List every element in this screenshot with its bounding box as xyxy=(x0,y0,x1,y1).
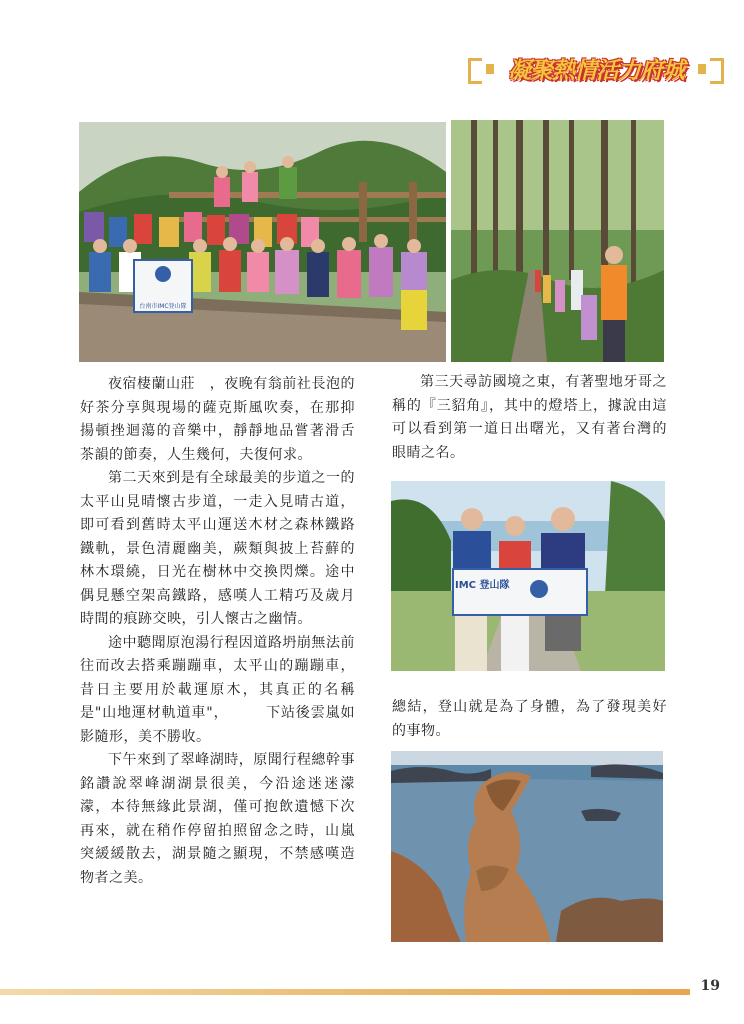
right-text-top xyxy=(392,371,667,465)
banner-bracket-right xyxy=(710,58,724,84)
banner-square-left xyxy=(486,64,494,74)
left-text-column xyxy=(80,373,355,890)
banner-bracket-left xyxy=(468,58,482,84)
footer-bar xyxy=(0,989,690,995)
banner-title: 凝聚熱情活力府城 xyxy=(508,57,684,84)
paragraph-5: 第三天尋訪國境之東，有著聖地牙哥之稱的『三貂角』，其中的燈塔上，據說由這可以看到第一道日出曙光，又有著台灣的眼睛之名。 xyxy=(392,374,667,461)
header-banner xyxy=(468,48,724,88)
group-photo-banner-text: 台南市IMC登山隊 xyxy=(139,303,187,310)
coastal-trio-banner-text: IMC 登山隊 xyxy=(455,580,510,591)
banner-square-right xyxy=(698,64,706,74)
paragraph-6: 總結，登山就是為了身體，為了發現美好的事物。 xyxy=(392,699,667,739)
paragraph-4: 下午來到了翠峰湖時，原聞行程總幹事銘讚說翠峰湖湖景很美，今沿途迷迷濛濛，本待無緣此景湖，僅可抱飲遺憾下次再來，就在稍作停留拍照留念之時，山嵐突緩緩散去，湖景隨之顯現，不禁感嘆造物者之美。 xyxy=(80,752,355,886)
sea-rock-photo xyxy=(391,751,663,942)
paragraph-3: 途中聽聞原泡湯行程因道路坍崩無法前往而改去搭乘蹦蹦車，太平山的蹦蹦車，昔日主要用於載運原木，其真正的名稱是"山地運材軌道車"， 下站後雲嵐如影隨形，美不勝收。 xyxy=(80,634,355,745)
page-number: 19 xyxy=(700,978,720,994)
coastal-trio-photo xyxy=(391,481,665,671)
paragraph-1: 夜宿棲蘭山莊 ，夜晚有翁前社長泡的好茶分享與現場的薩克斯風吹奏，在那抑揚頓挫迴蕩的音樂中，靜靜地品嘗著滑舌茶韻的節奏，人生幾何，夫復何求。 xyxy=(80,376,355,463)
paragraph-2: 第二天來到是有全球最美的步道之一的太平山見晴懷古步道，一走入見晴古道，即可看到舊時太平山運送木材之森林鐵路鐵軌，景色清麗幽美，蕨類與披上苔蘚的林木環繞，日光在樹林中交換閃爍。途中偶見懸空架高鐵路，感嘆人工精巧及歲月時間的痕跡交映，引人懷古之幽情。 xyxy=(80,470,355,627)
group-photo xyxy=(79,122,446,362)
forest-trail-photo xyxy=(451,120,664,362)
right-text-bottom xyxy=(392,696,667,743)
